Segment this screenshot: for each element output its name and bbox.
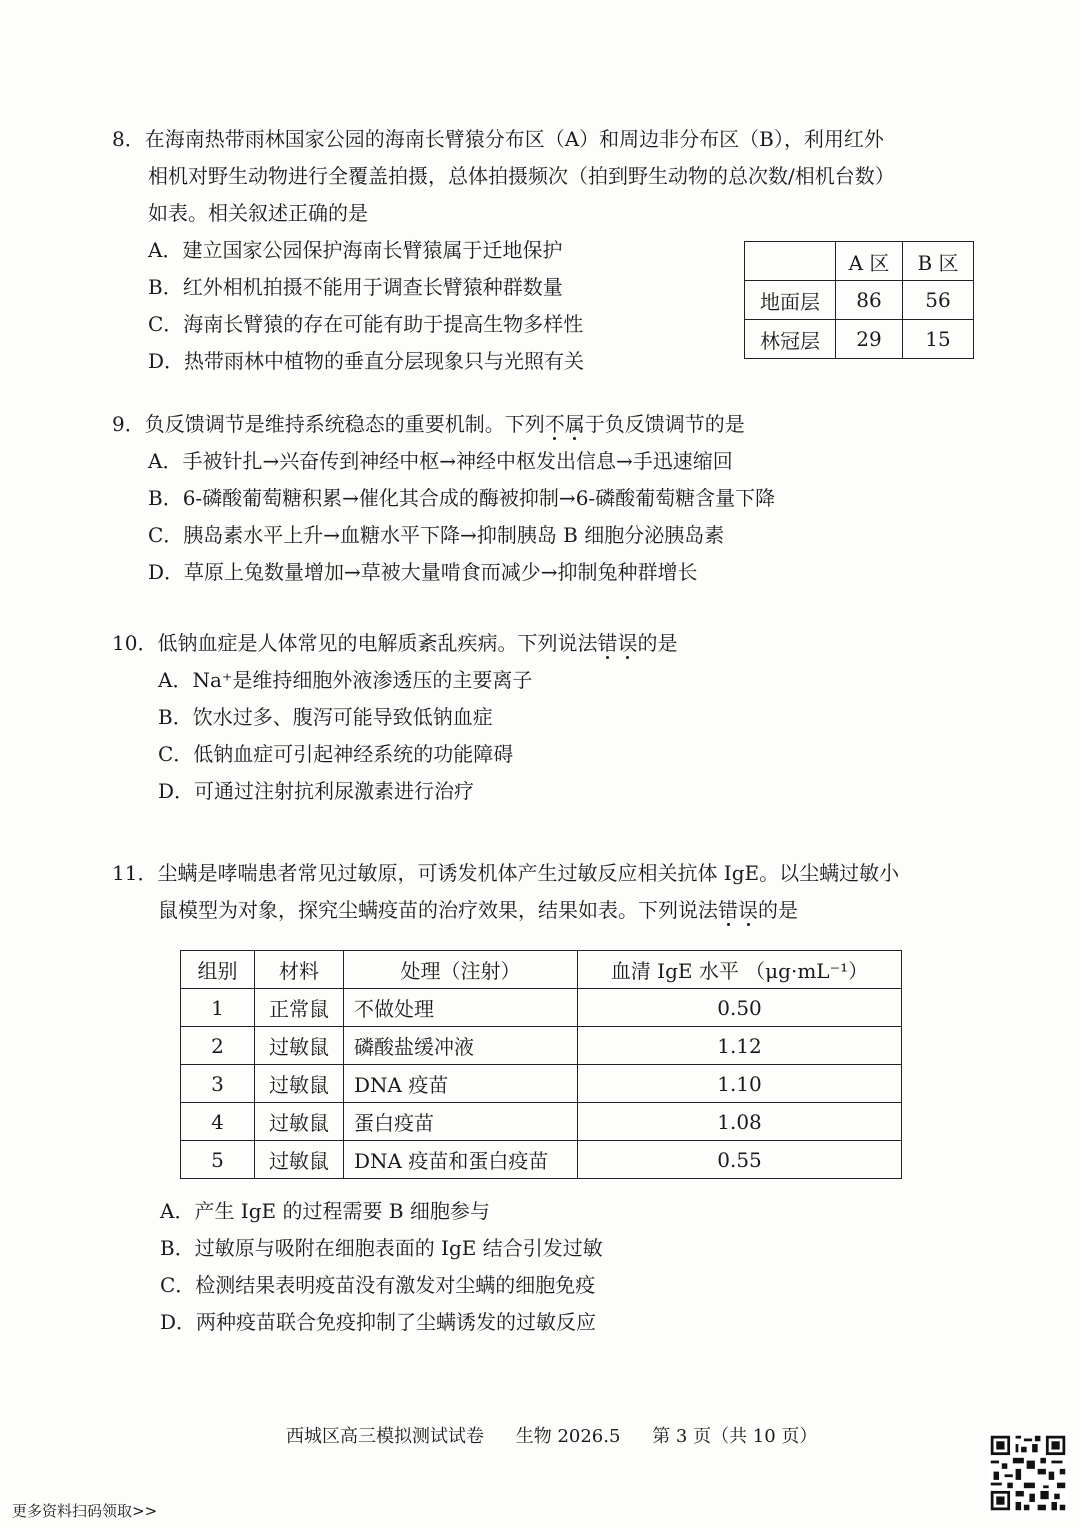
emphasis-char: 误 xyxy=(617,631,638,655)
table-cell: A 区 xyxy=(836,242,903,281)
table-cell: 过敏鼠 xyxy=(255,1027,344,1065)
table-cell: 处理（注射） xyxy=(344,951,578,989)
table-cell: 29 xyxy=(836,320,903,359)
question-10 xyxy=(112,625,677,810)
qr-code-icon[interactable] xyxy=(988,1433,1068,1513)
table-cell xyxy=(745,242,836,281)
option-b: B．过敏原与吸附在细胞表面的 IgE 结合引发过敏 xyxy=(160,1236,603,1260)
table-cell: 1.10 xyxy=(578,1065,902,1103)
option-d: D．两种疫苗联合免疫抑制了尘螨诱发的过敏反应 xyxy=(160,1310,597,1334)
emphasis-char: 不 xyxy=(544,412,565,436)
page-footer xyxy=(286,1422,843,1448)
table-cell: 1 xyxy=(181,989,255,1027)
table-cell: 2 xyxy=(181,1027,255,1065)
table-cell: 4 xyxy=(181,1103,255,1141)
option-c: C．检测结果表明疫苗没有激发对尘螨的细胞免疫 xyxy=(160,1273,596,1297)
option-b: B．6-磷酸葡萄糖积累→催化其合成的酶被抑制→6-磷酸葡萄糖含量下降 xyxy=(148,486,776,510)
table-cell: 5 xyxy=(181,1141,255,1179)
table-cell: 过敏鼠 xyxy=(255,1141,344,1179)
table-row xyxy=(745,320,974,359)
table-cell: 材料 xyxy=(255,951,344,989)
table-cell: 0.55 xyxy=(578,1141,902,1179)
table-cell: 血清 IgE 水平 （μg·mL⁻¹） xyxy=(578,951,902,989)
question-11-stem: 11．尘螨是哮喘患者常见过敏原，可诱发机体产生过敏反应相关抗体 IgE。以尘螨过敏小 鼠模型为对象，探究尘螨疫苗的治疗效果，结果如表。下列说法错误的是 xyxy=(112,855,899,929)
option-d: D．热带雨林中植物的垂直分层现象只与光照有关 xyxy=(148,349,585,373)
table-header-row xyxy=(745,242,974,281)
question-number: 11． xyxy=(112,861,158,885)
emphasis-char: 错 xyxy=(718,898,738,922)
question-10-stem: 10．低钠血症是人体常见的电解质紊乱疾病。下列说法错误的是 xyxy=(112,625,677,662)
question-number: 10． xyxy=(112,631,158,655)
table-cell: DNA 疫苗和蛋白疫苗 xyxy=(344,1141,578,1179)
option-a: A．产生 IgE 的过程需要 B 细胞参与 xyxy=(160,1199,490,1223)
table-cell: 0.50 xyxy=(578,989,902,1027)
table-row xyxy=(745,281,974,320)
table-cell: 正常鼠 xyxy=(255,989,344,1027)
table-row xyxy=(181,989,902,1027)
table-cell: DNA 疫苗 xyxy=(344,1065,578,1103)
question-number: 8． xyxy=(112,127,145,151)
table-cell: 磷酸盐缓冲液 xyxy=(344,1027,578,1065)
question-9 xyxy=(112,406,775,591)
option-a: A．建立国家公园保护海南长臂猿属于迁地保护 xyxy=(148,238,563,262)
table-cell: 过敏鼠 xyxy=(255,1065,344,1103)
table-cell: 3 xyxy=(181,1065,255,1103)
option-c: C．低钠血症可引起神经系统的功能障碍 xyxy=(158,742,514,766)
table-cell: 1.12 xyxy=(578,1027,902,1065)
table-cell: 林冠层 xyxy=(745,320,836,359)
table-row xyxy=(181,1065,902,1103)
table-cell: 86 xyxy=(836,281,903,320)
subject-date: 生物 2026.5 xyxy=(515,1426,621,1447)
table-cell: 地面层 xyxy=(745,281,836,320)
emphasis-char: 错 xyxy=(597,631,618,655)
table-cell: 56 xyxy=(903,281,974,320)
option-d: D．草原上兔数量增加→草被大量啃食而减少→抑制兔种群增长 xyxy=(148,560,698,584)
table-row xyxy=(181,1103,902,1141)
option-b: B．红外相机拍摄不能用于调查长臂猿种群数量 xyxy=(148,275,563,299)
emphasis-char: 属 xyxy=(564,412,585,436)
question-11 xyxy=(112,855,899,929)
q8-frequency-table xyxy=(744,241,974,359)
table-header-row xyxy=(181,951,902,989)
emphasis-char: 误 xyxy=(738,898,758,922)
table-cell: 过敏鼠 xyxy=(255,1103,344,1141)
table-cell: 组别 xyxy=(181,951,255,989)
table-cell: B 区 xyxy=(903,242,974,281)
table-row xyxy=(181,1141,902,1179)
table-cell: 蛋白疫苗 xyxy=(344,1103,578,1141)
table-row xyxy=(181,1027,902,1065)
page-number: 第 3 页（共 10 页） xyxy=(652,1426,818,1447)
q11-results-table xyxy=(180,950,902,1179)
table-cell: 不做处理 xyxy=(344,989,578,1027)
option-d: D．可通过注射抗利尿激素进行治疗 xyxy=(158,779,475,803)
question-8-stem: 8．在海南热带雨林国家公园的海南长臂猿分布区（A）和周边非分布区（B），利用红外 相机对野生动物进行全覆盖拍摄，总体拍摄频次（拍到野生动物的总次数/相机台数） 如表。相关叙述正确的是 xyxy=(112,121,895,232)
option-a: A．手被针扎→兴奋传到神经中枢→神经中枢发出信息→手迅速缩回 xyxy=(148,449,733,473)
table-cell: 1.08 xyxy=(578,1103,902,1141)
question-11-options xyxy=(112,1193,603,1341)
option-c: C．海南长臂猿的存在可能有助于提高生物多样性 xyxy=(148,312,584,336)
more-resources-link[interactable]: 更多资料扫码领取>> xyxy=(12,1502,158,1520)
option-a: A．Na⁺是维持细胞外液渗透压的主要离子 xyxy=(158,668,533,692)
table-cell: 15 xyxy=(903,320,974,359)
exam-title: 西城区高三模拟测试试卷 xyxy=(286,1426,484,1447)
option-c: C．胰岛素水平上升→血糖水平下降→抑制胰岛 B 细胞分泌胰岛素 xyxy=(148,523,725,547)
question-9-stem: 9．负反馈调节是维持系统稳态的重要机制。下列不属于负反馈调节的是 xyxy=(112,406,775,443)
question-number: 9． xyxy=(112,412,145,436)
option-b: B．饮水过多、腹泻可能导致低钠血症 xyxy=(158,705,493,729)
